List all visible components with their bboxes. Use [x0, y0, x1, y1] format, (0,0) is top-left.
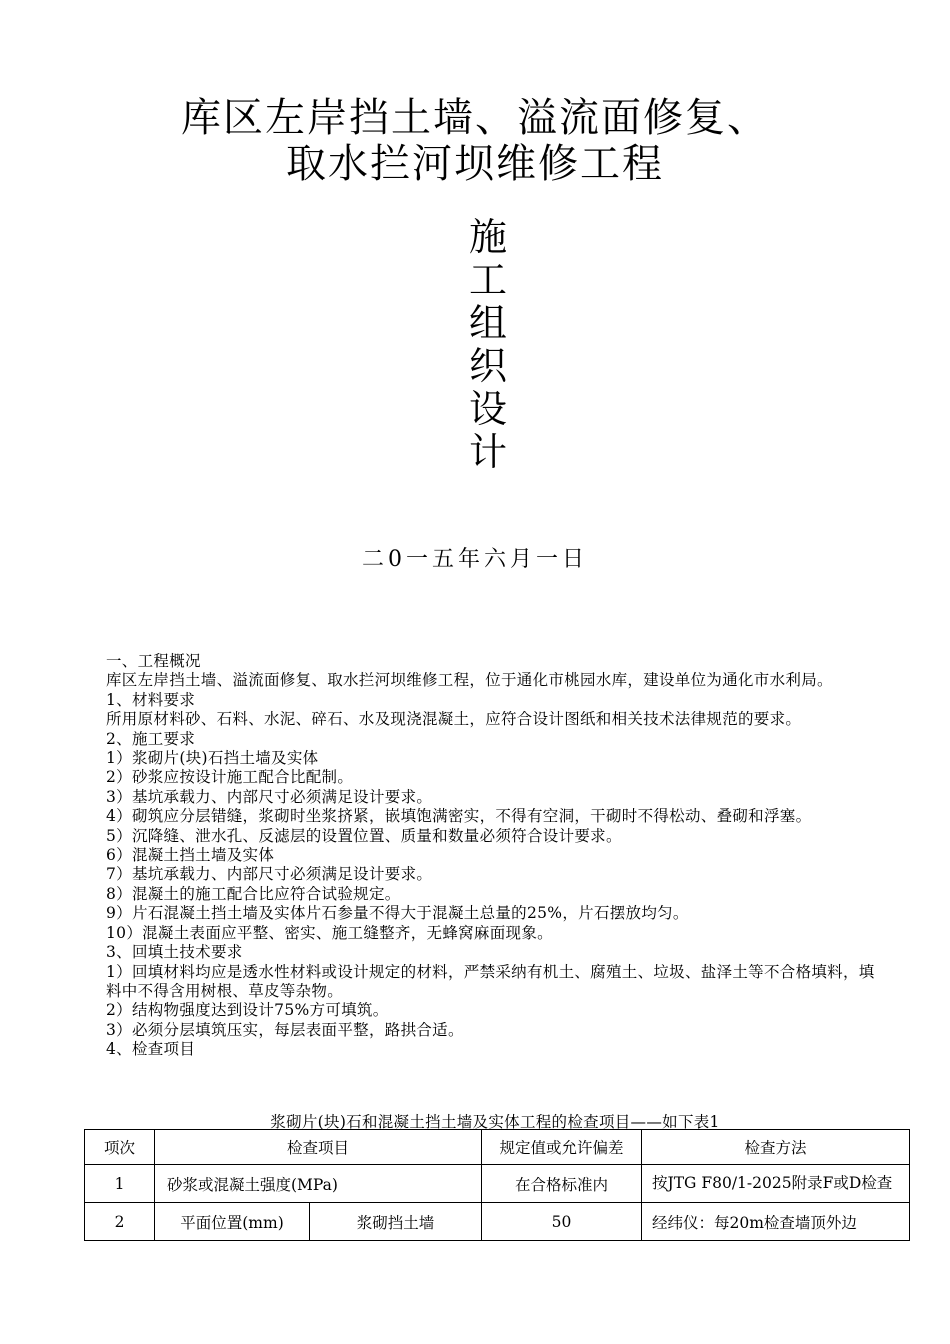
section-heading: 一、工程概况	[106, 652, 201, 670]
paragraph: 库区左岸挡土墙、溢流面修复、取水拦河坝维修工程，位于通化市桃园水库，建设单位为通化市水利局。	[106, 671, 833, 690]
list-item: 3）基坑承载力、内部尺寸必须满足设计要求。	[106, 787, 433, 806]
row-item: 平面位置(mm)	[155, 1203, 310, 1241]
subtitle-char: 织	[468, 344, 507, 388]
header-method: 检查方法	[642, 1130, 910, 1165]
subtitle-char: 组	[468, 301, 507, 345]
list-item: 1）浆砌片(块)石挡土墙及实体	[106, 749, 319, 768]
row-tolerance: 50	[482, 1203, 642, 1241]
list-item: 6）混凝土挡土墙及实体	[106, 846, 275, 865]
section-heading: 4、检查项目	[106, 1040, 196, 1059]
document-title-line-1: 库区左岸挡土墙、溢流面修复、	[181, 95, 769, 141]
list-item: 9）片石混凝土挡土墙及实体片石参量不得大于混凝土总量的25%，片石摆放均匀。	[106, 904, 689, 923]
row-index: 2	[85, 1203, 155, 1241]
row-method: 经纬仪：每20m检查墙顶外边	[642, 1203, 910, 1241]
subtitle-char: 施	[468, 215, 507, 259]
list-item: 2）砂浆应按设计施工配合比配制。	[106, 768, 354, 787]
row-index: 1	[85, 1165, 155, 1203]
list-item: 1）回填材料均应是透水性材料或设计规定的材料，严禁采纳有机土、腐殖土、垃圾、盐泽土等不合格填料，填料中不得含用树根、草皮等杂物。	[106, 962, 875, 1000]
subtitle-char: 计	[468, 430, 507, 474]
list-item: 4）砌筑应分层错缝，浆砌时坐浆挤紧，嵌填饱满密实，不得有空洞，干砌时不得松动、叠砌和浮塞。	[106, 807, 812, 826]
list-item: 7）基坑承载力、内部尺寸必须满足设计要求。	[106, 865, 433, 884]
row-item: 砂浆或混凝土强度(MPa)	[155, 1165, 482, 1203]
header-index: 项次	[85, 1130, 155, 1165]
table-header-row	[85, 1130, 910, 1165]
header-item: 检查项目	[155, 1130, 482, 1165]
subtitle-char: 设	[468, 387, 507, 431]
row-tolerance: 在合格标准内	[482, 1165, 642, 1203]
table-row	[85, 1203, 910, 1241]
list-item: 10）混凝土表面应平整、密实、施工缝整齐，无蜂窝麻面现象。	[106, 923, 553, 942]
table-caption: 浆砌片(块)石和混凝土挡土墙及实体工程的检查项目——如下表1	[270, 1113, 720, 1131]
list-item: 2）结构物强度达到设计75%方可填筑。	[106, 1001, 389, 1020]
inspection-table	[84, 1129, 910, 1241]
list-item: 8）混凝土的施工配合比应符合试验规定。	[106, 884, 401, 903]
section-heading: 2、施工要求	[106, 729, 196, 748]
document-title-line-2: 取水拦河坝维修工程	[286, 141, 664, 187]
list-item: 5）沉降缝、泄水孔、反滤层的设置位置、质量和数量必须符合设计要求。	[106, 826, 622, 845]
subtitle-char: 工	[468, 258, 507, 302]
table-row	[85, 1165, 910, 1203]
paragraph: 所用原材料砂、石料、水泥、碎石、水及现浇混凝土，应符合设计图纸和相关技术法律规范的要求。	[106, 710, 802, 729]
row-method: 按JTG F80/1-2025附录F或D检查	[642, 1165, 910, 1203]
section-heading: 1、材料要求	[106, 690, 196, 709]
document-body	[106, 652, 876, 1060]
section-heading: 3、回填土技术要求	[106, 943, 243, 962]
document-date: 二0一五年六月一日	[362, 547, 588, 572]
header-tolerance: 规定值或允许偏差	[482, 1130, 642, 1165]
list-item: 3）必须分层填筑压实，每层表面平整，路拱合适。	[106, 1020, 464, 1039]
vertical-subtitle	[466, 216, 510, 474]
row-sub-item: 浆砌挡土墙	[310, 1203, 482, 1241]
